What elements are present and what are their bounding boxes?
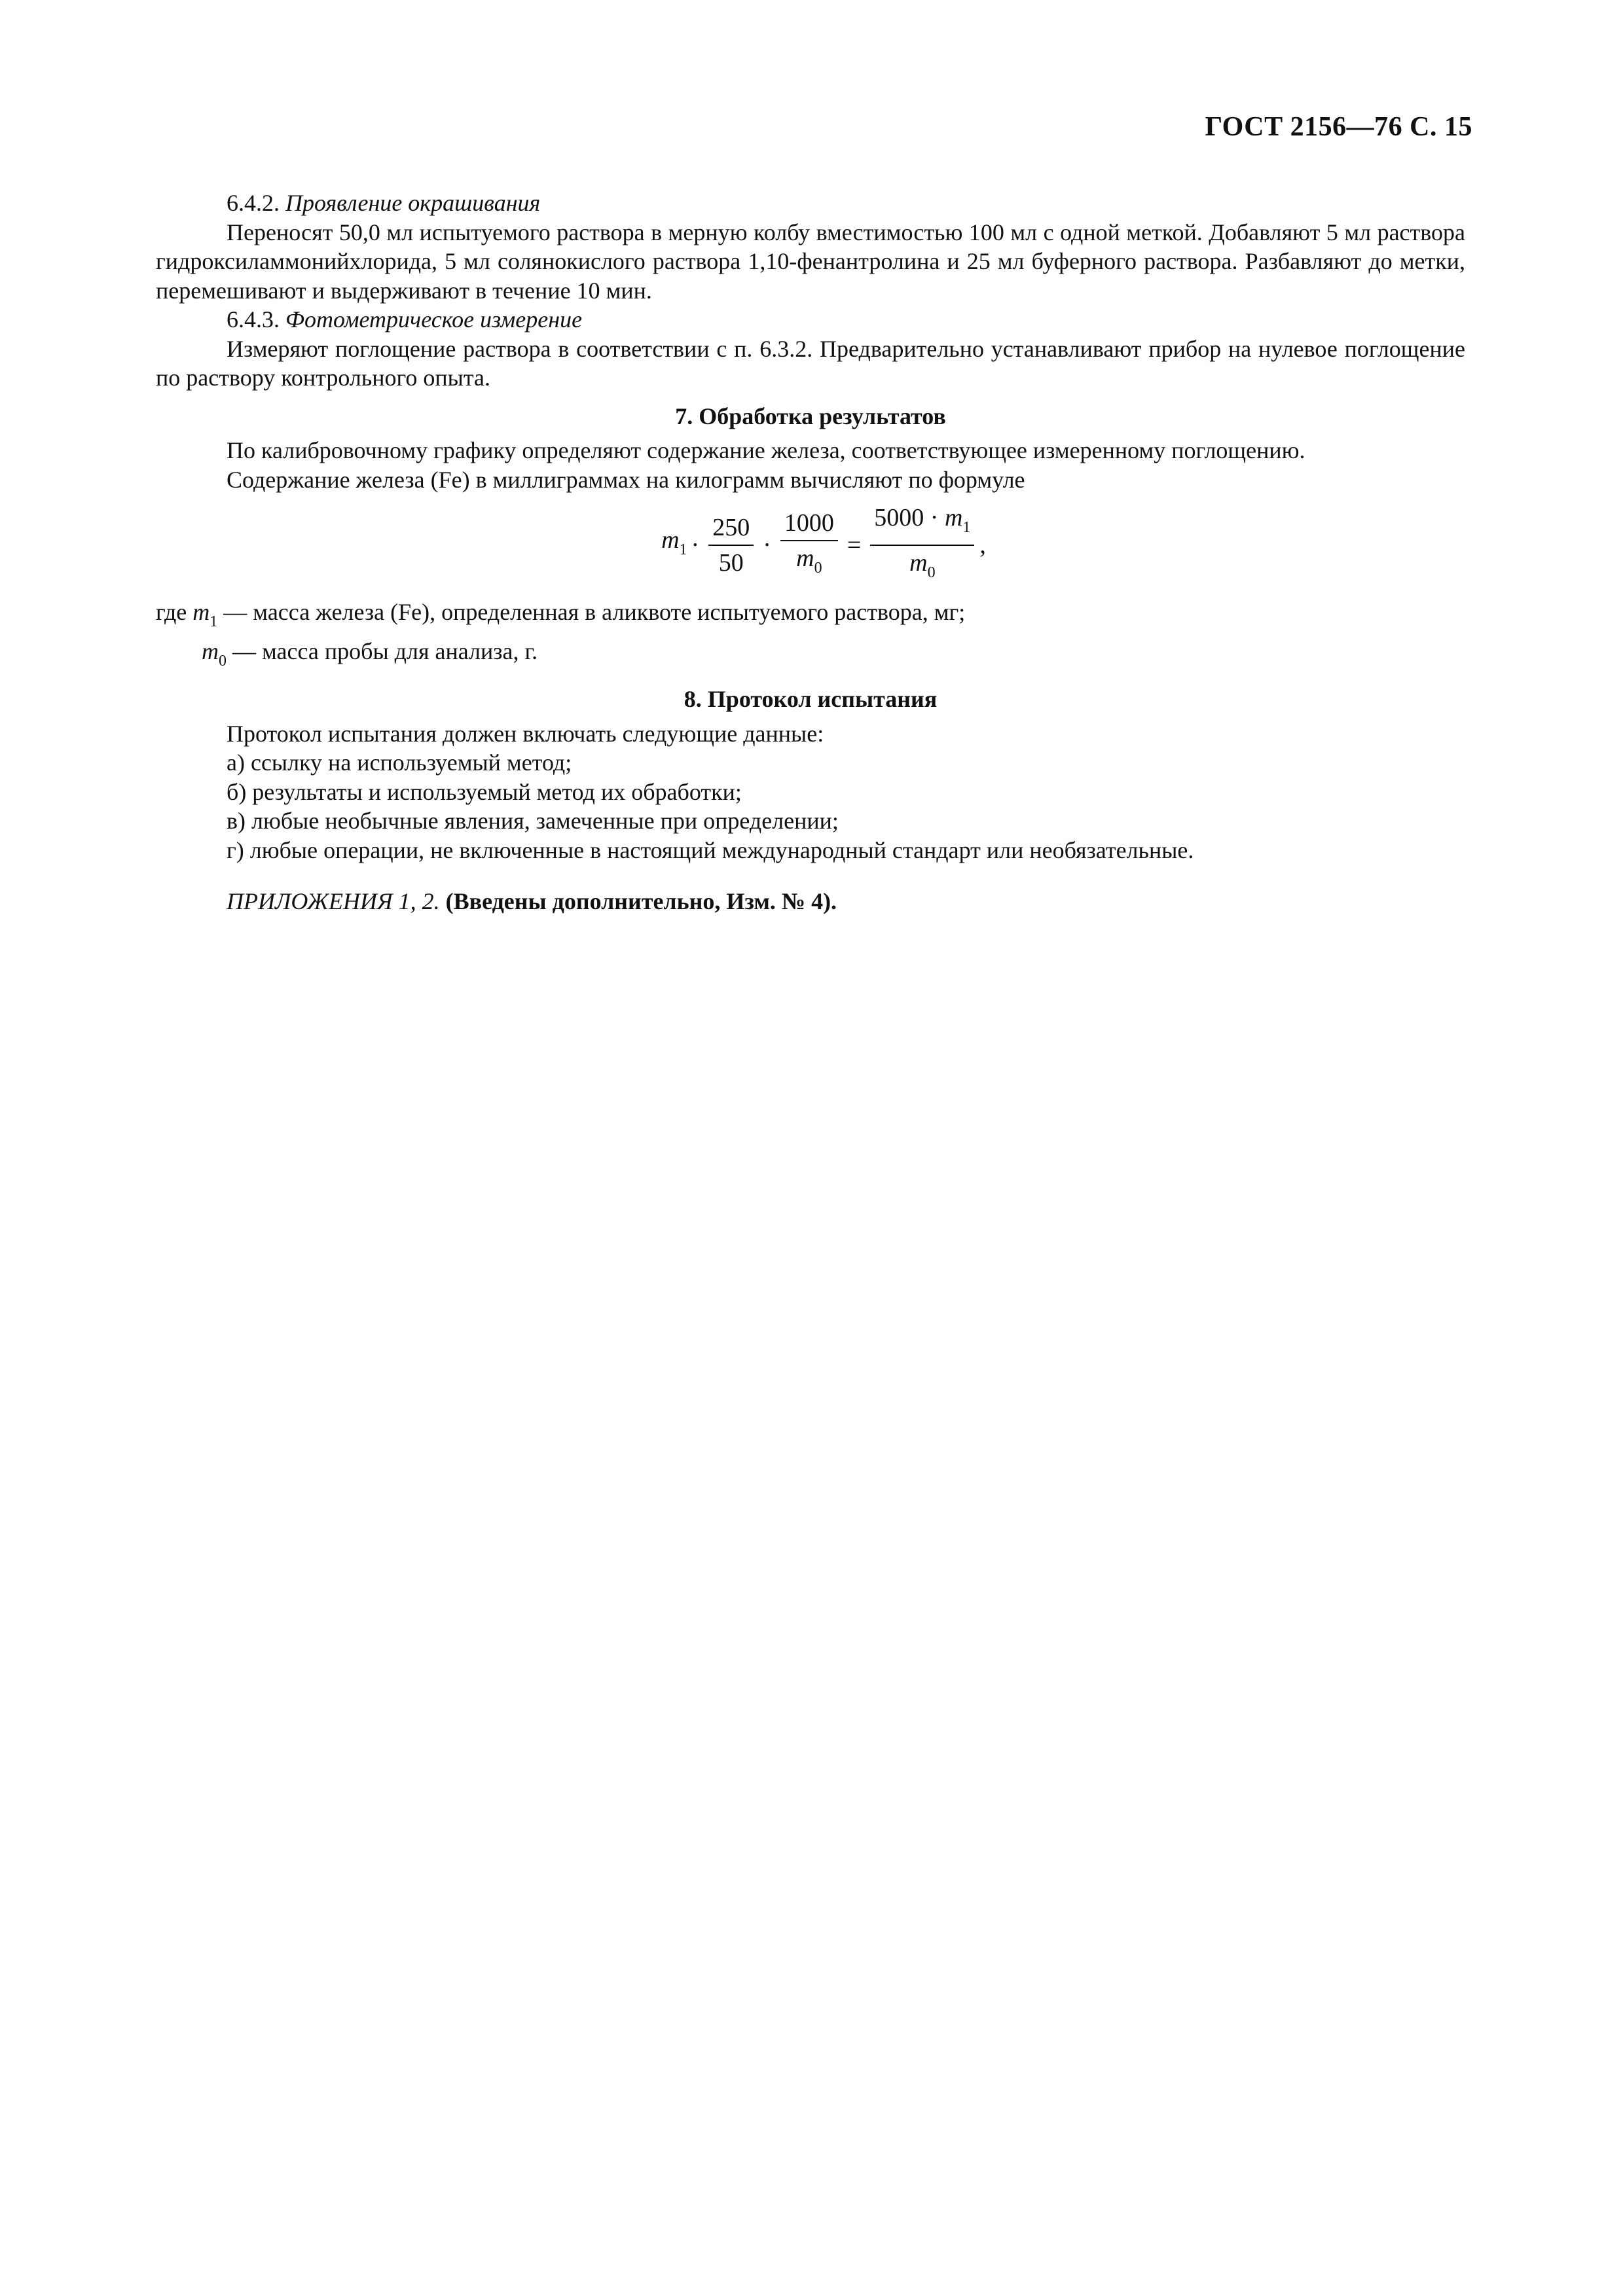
appendix-note: [156, 887, 1465, 916]
appendix-note-italic: ПРИЛОЖЕНИЯ 1, 2.: [227, 888, 440, 914]
section-7-paragraph-1: По калибровочному графику определяют содержание железа, соответствующее измеренному поглощению.: [227, 437, 1305, 463]
iron-content-formula: [156, 503, 1465, 587]
formula-comma: ,: [979, 531, 986, 559]
list-item: б) результаты и используемый метод их обработки;: [227, 778, 742, 805]
formula-fraction-result: $\frac{5000 \cdot m_1}{m_0}$: [870, 503, 974, 587]
subsection-6-4-3-title: [156, 305, 1465, 334]
formula-equals: =: [847, 531, 862, 559]
section-8-intro: Протокол испытания должен включать следующие данные:: [227, 720, 824, 747]
subsection-title: Фотометрическое измерение: [285, 306, 583, 332]
subsection-number: 6.4.2.: [227, 190, 280, 216]
formula-dot: ·: [691, 531, 700, 559]
subsection-title: Проявление окрашивания: [285, 190, 541, 216]
list-item: г) любые операции, не включенные в настоящий международный стандарт или необязательные.: [227, 836, 1194, 863]
list-item: а) ссылку на используемый метод;: [227, 749, 572, 776]
formula-where-m1: где $m_1$ — масса железа (Fe), определенная в аликвоте испытуемого раствора, мг;: [156, 599, 966, 630]
formula-fraction-1000-m0: $\frac{1000}{m_0}$: [780, 509, 838, 583]
section-7-paragraph-2: Содержание железа (Fe) в миллиграммах на килограмм вычисляют по формуле: [227, 466, 1025, 493]
subsection-6-4-2-paragraph: Переносят 50,0 мл испытуемого раствора в мерную колбу вместимостью 100 мл с одной меткой. Добавляют 5 мл раствора гидроксиламмонийхлорида, 5 мл солянокислого раствора 1,10-фенантролина и 25 мл буферного раствора. Разбавляют до метки, перемешивают и выдерживают в течение 10 мин.: [156, 219, 1465, 304]
appendix-note-bold: (Введены дополнительно, Изм. № 4).: [445, 888, 837, 914]
formula-m1: $m_1$: [661, 526, 687, 559]
page-header: ГОСТ 2156—76 С. 15: [1205, 112, 1472, 142]
list-item: в) любые необычные явления, замеченные при определении;: [227, 808, 839, 834]
formula-dot: ·: [763, 531, 771, 559]
formula-fraction-250-50: $\frac{250}{50}$: [708, 513, 754, 577]
section-7-heading: 7. Обработка результатов: [675, 403, 946, 429]
page-content: [156, 188, 1465, 916]
subsection-number: 6.4.3.: [227, 306, 280, 332]
formula-where-m0: $m_0$ — масса пробы для анализа, г.: [202, 637, 538, 670]
section-8-heading: 8. Протокол испытания: [684, 686, 938, 712]
subsection-6-4-3-paragraph: Измеряют поглощение раствора в соответствии с п. 6.3.2. Предварительно устанавливают прибор на нулевое поглощение по раствору контрольного опыта.: [156, 335, 1465, 391]
subsection-6-4-2-title: [156, 188, 1465, 218]
